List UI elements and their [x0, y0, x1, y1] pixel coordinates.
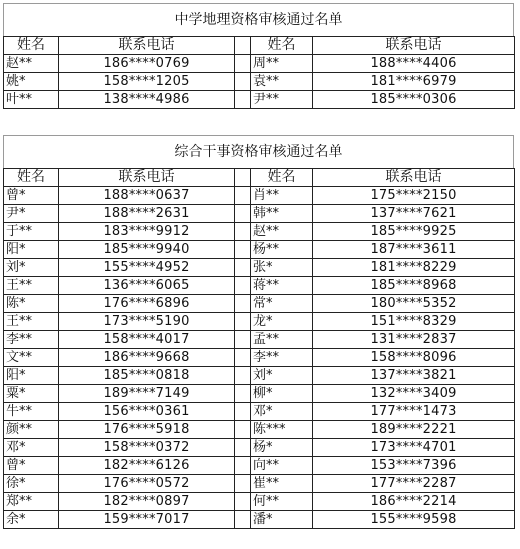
name-cell: 余*: [4, 511, 59, 529]
name-cell: 阳*: [4, 367, 59, 385]
phone-cell: 137****7621: [313, 205, 515, 223]
phone-cell: 173****5190: [59, 313, 235, 331]
name-cell: 柳*: [251, 385, 313, 403]
name-cell: 杨**: [251, 241, 313, 259]
name-cell: 杨*: [251, 439, 313, 457]
name-header: 姓名: [4, 169, 59, 187]
phone-cell: 188****4406: [313, 55, 515, 73]
table-row: [4, 349, 515, 367]
gap-cell: [235, 313, 251, 331]
section2-title: 综合干事资格审核通过名单: [3, 135, 514, 168]
gap-cell: [235, 277, 251, 295]
section2-header-row: [4, 169, 515, 187]
name-cell: 刘*: [251, 367, 313, 385]
table-row: [4, 421, 515, 439]
gap-cell: [235, 91, 251, 109]
section1-table: [3, 36, 515, 109]
gap-cell: [235, 421, 251, 439]
gap-cell: [235, 349, 251, 367]
name-cell: 刘*: [4, 259, 59, 277]
phone-cell: 185****0818: [59, 367, 235, 385]
table-row: [4, 277, 515, 295]
phone-cell: 131****2837: [313, 331, 515, 349]
phone-cell: 185****0306: [313, 91, 515, 109]
phone-cell: 176****6896: [59, 295, 235, 313]
section1-body: [4, 55, 515, 109]
table-row: [4, 439, 515, 457]
phone-cell: 185****8968: [313, 277, 515, 295]
table-row: [4, 223, 515, 241]
name-cell: 郑**: [4, 493, 59, 511]
phone-cell: 176****5918: [59, 421, 235, 439]
phone-cell: 158****4017: [59, 331, 235, 349]
gap-cell: [235, 439, 251, 457]
phone-cell: 151****8329: [313, 313, 515, 331]
phone-header: 联系电话: [313, 37, 515, 55]
name-header: 姓名: [251, 169, 313, 187]
table-row: [4, 493, 515, 511]
name-cell: 叶**: [4, 91, 59, 109]
phone-cell: 158****8096: [313, 349, 515, 367]
name-cell: 姚*: [4, 73, 59, 91]
phone-header: 联系电话: [313, 169, 515, 187]
table-row: [4, 295, 515, 313]
phone-cell: 186****2214: [313, 493, 515, 511]
phone-cell: 186****0769: [59, 55, 235, 73]
phone-cell: 188****0637: [59, 187, 235, 205]
phone-cell: 189****2221: [313, 421, 515, 439]
phone-cell: 132****3409: [313, 385, 515, 403]
phone-cell: 137****3821: [313, 367, 515, 385]
section1-header-row: [4, 37, 515, 55]
name-cell: 赵**: [251, 223, 313, 241]
name-cell: 张*: [251, 259, 313, 277]
name-header: 姓名: [4, 37, 59, 55]
gap-cell: [235, 403, 251, 421]
table-row: [4, 73, 515, 91]
name-cell: 粟*: [4, 385, 59, 403]
name-cell: 曾*: [4, 457, 59, 475]
phone-cell: 156****0361: [59, 403, 235, 421]
gap-cell: [235, 205, 251, 223]
table-row: [4, 187, 515, 205]
name-cell: 陈*: [4, 295, 59, 313]
name-cell: 颜**: [4, 421, 59, 439]
name-cell: 李**: [4, 331, 59, 349]
gap-cell: [235, 73, 251, 91]
name-cell: 王**: [4, 277, 59, 295]
name-cell: 邓*: [4, 439, 59, 457]
table-row: [4, 475, 515, 493]
phone-cell: 181****8229: [313, 259, 515, 277]
name-cell: 常*: [251, 295, 313, 313]
table-row: [4, 367, 515, 385]
phone-cell: 159****7017: [59, 511, 235, 529]
table-row: [4, 385, 515, 403]
phone-cell: 175****2150: [313, 187, 515, 205]
gap-cell: [235, 457, 251, 475]
name-cell: 潘*: [251, 511, 313, 529]
name-cell: 韩**: [251, 205, 313, 223]
name-cell: 龙*: [251, 313, 313, 331]
gap-cell: [235, 259, 251, 277]
table-row: [4, 511, 515, 529]
phone-cell: 186****9668: [59, 349, 235, 367]
phone-header: 联系电话: [59, 169, 235, 187]
gap-cell: [235, 385, 251, 403]
table-row: [4, 205, 515, 223]
gap-cell: [235, 169, 251, 187]
phone-cell: 155****4952: [59, 259, 235, 277]
phone-cell: 176****0572: [59, 475, 235, 493]
name-cell: 于**: [4, 223, 59, 241]
phone-cell: 188****2631: [59, 205, 235, 223]
name-cell: 李**: [251, 349, 313, 367]
table-row: [4, 241, 515, 259]
document: [3, 3, 514, 529]
section2-body: [4, 187, 515, 529]
section1-title: 中学地理资格审核通过名单: [3, 3, 514, 36]
phone-cell: 177****2287: [313, 475, 515, 493]
name-cell: 曾*: [4, 187, 59, 205]
phone-cell: 177****1473: [313, 403, 515, 421]
phone-cell: 158****1205: [59, 73, 235, 91]
table-row: [4, 313, 515, 331]
table-row: [4, 403, 515, 421]
phone-header: 联系电话: [59, 37, 235, 55]
gap-cell: [235, 367, 251, 385]
table-row: [4, 331, 515, 349]
phone-cell: 189****7149: [59, 385, 235, 403]
name-cell: 尹*: [4, 205, 59, 223]
phone-cell: 182****0897: [59, 493, 235, 511]
name-cell: 阳*: [4, 241, 59, 259]
name-header: 姓名: [251, 37, 313, 55]
phone-cell: 185****9940: [59, 241, 235, 259]
phone-cell: 182****6126: [59, 457, 235, 475]
name-cell: 邓*: [251, 403, 313, 421]
section2-table: [3, 168, 515, 529]
name-cell: 赵**: [4, 55, 59, 73]
section-spacer: [3, 109, 514, 135]
name-cell: 肖**: [251, 187, 313, 205]
name-cell: 王**: [4, 313, 59, 331]
phone-cell: 136****6065: [59, 277, 235, 295]
phone-cell: 153****7396: [313, 457, 515, 475]
phone-cell: 180****5352: [313, 295, 515, 313]
table-row: [4, 457, 515, 475]
name-cell: 尹**: [251, 91, 313, 109]
table-row: [4, 91, 515, 109]
name-cell: 崔**: [251, 475, 313, 493]
phone-cell: 155****9598: [313, 511, 515, 529]
name-cell: 陈***: [251, 421, 313, 439]
gap-cell: [235, 493, 251, 511]
name-cell: 袁**: [251, 73, 313, 91]
name-cell: 何**: [251, 493, 313, 511]
name-cell: 牛**: [4, 403, 59, 421]
gap-cell: [235, 223, 251, 241]
name-cell: 徐*: [4, 475, 59, 493]
gap-cell: [235, 331, 251, 349]
name-cell: 向**: [251, 457, 313, 475]
gap-cell: [235, 187, 251, 205]
gap-cell: [235, 295, 251, 313]
gap-cell: [235, 241, 251, 259]
phone-cell: 181****6979: [313, 73, 515, 91]
phone-cell: 185****9925: [313, 223, 515, 241]
gap-cell: [235, 475, 251, 493]
name-cell: 孟**: [251, 331, 313, 349]
gap-cell: [235, 37, 251, 55]
phone-cell: 158****0372: [59, 439, 235, 457]
gap-cell: [235, 55, 251, 73]
phone-cell: 173****4701: [313, 439, 515, 457]
phone-cell: 183****9912: [59, 223, 235, 241]
gap-cell: [235, 511, 251, 529]
name-cell: 蒋**: [251, 277, 313, 295]
phone-cell: 187****3611: [313, 241, 515, 259]
name-cell: 周**: [251, 55, 313, 73]
name-cell: 文**: [4, 349, 59, 367]
phone-cell: 138****4986: [59, 91, 235, 109]
table-row: [4, 55, 515, 73]
table-row: [4, 259, 515, 277]
